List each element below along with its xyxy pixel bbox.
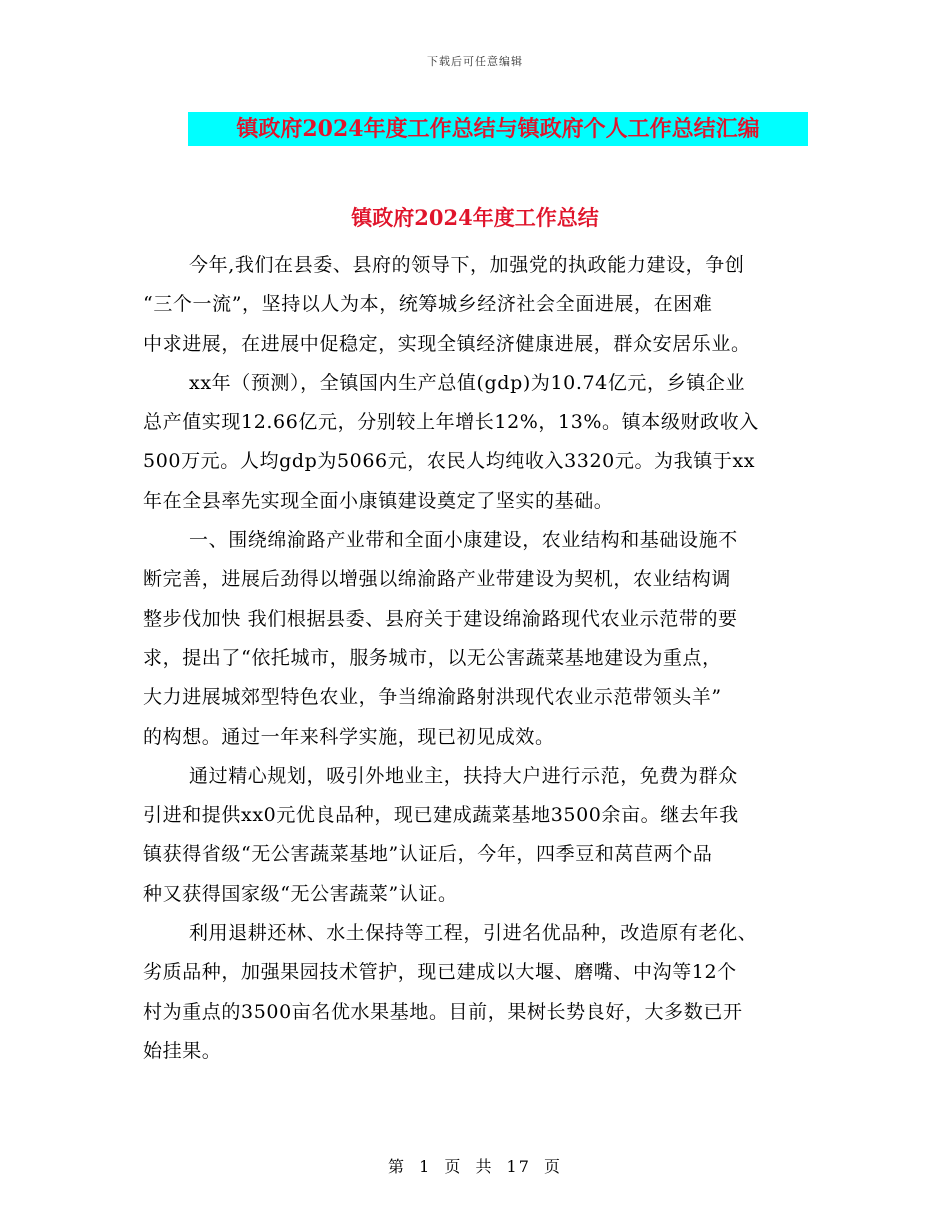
page-footer: 第 1 页 共 17 页 [388,1157,562,1176]
body-line: 利用退耕还林、水土保持等工程，引进名优品种，改造原有老化、 [189,922,758,945]
body-line: 通过精心规划，吸引外地业主，扶持大户进行示范，免费为群众 [189,764,738,787]
body-line: 今年,我们在县委、县府的领导下，加强党的执政能力建设，争创 [189,254,745,276]
body-line: 村为重点的3500亩名优水果基地。目前，果树长势良好，大多数已开 [143,1000,743,1023]
document-title: 镇政府2024年度工作总结与镇政府个人工作总结汇编 [188,112,808,146]
body-line: 引进和提供xx0元优良品种，现已建成蔬菜基地3500余亩。继去年我 [143,804,739,827]
body-line: 大力进展城郊型特色农业，争当绵渝路射洪现代农业示范带领头羊” [143,686,722,709]
body-line: 的构想。通过一年来科学实施，现已初见成效。 [143,725,555,748]
body-line: 一、围绕绵渝路产业带和全面小康建设，农业结构和基础设施不 [189,529,738,552]
body-line: 镇获得省级“无公害蔬菜基地”认证后，今年，四季豆和莴苣两个品 [143,843,713,866]
body-line: 中求进展，在进展中促稳定，实现全镇经济健康进展，群众安居乐业。 [143,332,751,355]
body-line: 种又获得国家级“无公害蔬菜”认证。 [143,882,458,905]
body-line: 500万元。人均gdp为5066元，农民人均纯收入3320元。为我镇于xx [143,450,756,473]
body-line: 始挂果。 [143,1039,222,1062]
section-title: 镇政府2024年度工作总结 [351,205,599,230]
body-text [143,246,811,1071]
body-line: 总产值实现12.66亿元，分别较上年增长12%，13%。镇本级财政收入 [143,411,759,434]
body-line: 断完善，进展后劲得以增强以绵渝路产业带建设为契机，农业结构调 [143,568,732,591]
body-line: 劣质品种，加强果园技术管护，现已建成以大堰、磨嘴、中沟等12个 [143,961,737,984]
body-line: 整步伐加快 我们根据县委、县府关于建设绵渝路现代农业示范带的要 [143,607,738,630]
body-line: xx年（预测），全镇国内生产总值(gdp)为10.74亿元，乡镇企业 [189,371,746,394]
body-line: 求，提出了“依托城市，服务城市，以无公害蔬菜基地建设为重点， [143,646,722,669]
body-line: 年在全县率先实现全面小康镇建设奠定了坚实的基础。 [143,489,614,512]
header-note: 下载后可任意编辑 [427,55,523,68]
body-line: “三个一流”，坚持以人为本，统筹城乡经济社会全面进展，在困难 [143,293,713,316]
